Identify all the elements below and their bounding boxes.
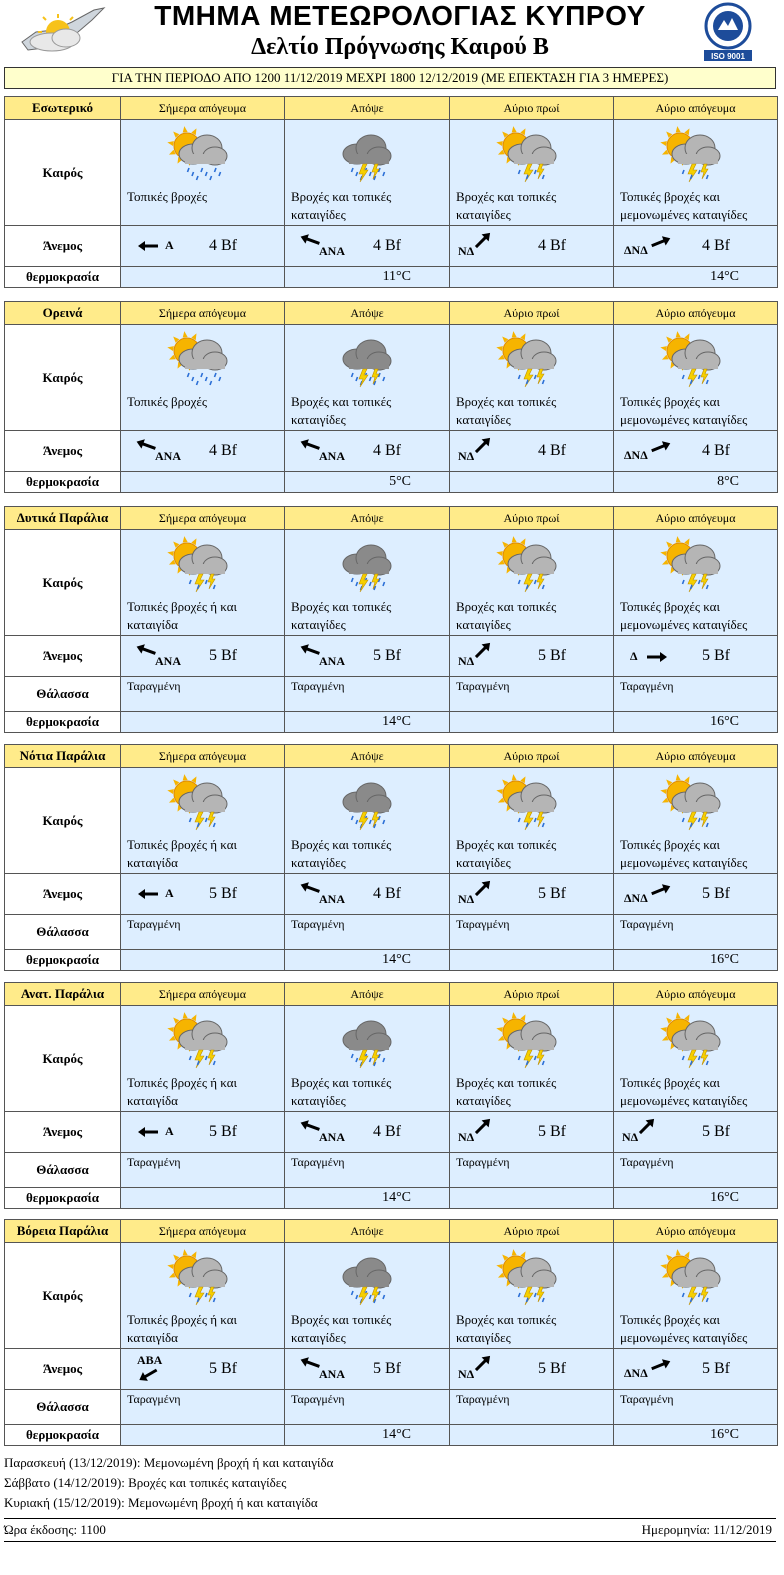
sea-cell (121, 677, 285, 712)
forecast-table (4, 96, 778, 288)
wind-cell (614, 1112, 778, 1153)
column-header: Αύριο πρωί (450, 745, 614, 768)
wind-force: 5 Bf (702, 1123, 730, 1140)
wind-force: 4 Bf (702, 237, 730, 254)
column-header: Σήμερα απόγευμα (121, 983, 285, 1006)
wind-row-label: Άνεμος (5, 431, 121, 472)
column-header: Αύριο απόγευμα (614, 1220, 778, 1243)
wind-direction: ΑΝΑ (155, 654, 181, 668)
temperature-row-label: θερμοκρασία (5, 472, 121, 493)
sun-cloud-thunder-icon (494, 534, 560, 596)
sea-state: Ταραγμένη (127, 1155, 181, 1169)
wind-force: 5 Bf (209, 1360, 237, 1377)
forecast-period: ΓΙΑ ΤΗΝ ΠΕΡΙΟΔΟ ΑΠΟ 1200 11/12/2019 ΜΕΧΡΙ 1800 12/12/2019 (ΜΕ ΕΠΕΚΤΑΣΗ ΓΙΑ 3 ΗΜΕΡΕΣ) (4, 67, 776, 89)
weather-cell (121, 325, 285, 431)
weather-cell (450, 1006, 614, 1112)
sun-cloud-rain-icon (165, 124, 231, 186)
weather-cell (285, 530, 450, 636)
column-header: Αύριο πρωί (450, 97, 614, 120)
column-header: Αύριο πρωί (450, 983, 614, 1006)
temperature-value: 14°C (614, 267, 778, 288)
weather-cell (285, 768, 450, 874)
wind-force: 4 Bf (702, 442, 730, 459)
wind-direction: Α (165, 1124, 174, 1138)
wind-force: 5 Bf (373, 647, 401, 664)
sun-cloud-thunder-icon (658, 534, 724, 596)
sea-state: Ταραγμένη (456, 917, 510, 931)
weather-description: Βροχές και τοπικές καταιγίδες (291, 189, 392, 222)
weather-description: Τοπικές βροχές (127, 189, 207, 204)
cyprus-weather-logo-icon (14, 2, 110, 60)
weather-cell (614, 768, 778, 874)
column-header: Αύριο πρωί (450, 302, 614, 325)
forecast-table (4, 1219, 778, 1446)
sun-cloud-thunder-icon (165, 534, 231, 596)
wind-direction: ΔΝΔ (624, 448, 648, 462)
wind-force: 4 Bf (373, 237, 401, 254)
weather-cell (285, 1243, 450, 1349)
temperature-cell-empty (450, 1425, 614, 1446)
weather-description: Βροχές και τοπικές καταιγίδες (456, 1075, 557, 1108)
page-title: ΤΜΗΜΑ ΜΕΤΕΩΡΟΛΟΓΙΑΣ ΚΥΠΡΟΥ (154, 0, 646, 31)
region-name: Ορεινά (5, 302, 121, 325)
column-header: Απόψε (285, 507, 450, 530)
temperature-cell-empty (450, 267, 614, 288)
wind-force: 5 Bf (209, 647, 237, 664)
weather-description: Τοπικές βροχές ή και καταιγίδα (127, 837, 238, 870)
sea-cell (121, 1390, 285, 1425)
column-header: Σήμερα απόγευμα (121, 745, 285, 768)
column-header: Αύριο απόγευμα (614, 97, 778, 120)
wind-direction: Δ (630, 649, 638, 663)
weather-description: Τοπικές βροχές και μεμονωμένες καταιγίδες (620, 394, 748, 427)
wind-cell (285, 431, 450, 472)
temperature-row-label: θερμοκρασία (5, 1188, 121, 1209)
outlook-day: Παρασκευή (13/12/2019): Μεμονωμένη βροχή ή και καταιγίδα (4, 1455, 334, 1470)
temperature-value: 14°C (285, 950, 450, 971)
wind-direction: ΔΝΔ (624, 243, 648, 257)
region-name: Δυτικά Παράλια (5, 507, 121, 530)
weather-cell (450, 120, 614, 226)
sea-state: Ταραγμένη (291, 917, 345, 931)
sun-cloud-thunder-icon (658, 1010, 724, 1072)
region-section (4, 96, 777, 288)
wind-cell (450, 226, 614, 267)
temperature-value: 14°C (285, 712, 450, 733)
sea-cell (285, 1153, 450, 1188)
wind-row-label: Άνεμος (5, 1349, 121, 1390)
temperature-value: 16°C (614, 950, 778, 971)
wind-force: 5 Bf (538, 885, 566, 902)
sea-cell (121, 915, 285, 950)
outlook-day: Σάββατο (14/12/2019): Βροχές και τοπικές καταιγίδες (4, 1475, 287, 1490)
sea-row-label: Θάλασσα (5, 1153, 121, 1188)
weather-description: Τοπικές βροχές και μεμονωμένες καταιγίδες (620, 189, 748, 222)
sea-cell (614, 1390, 778, 1425)
issue-date: Ημερομηνία: 11/12/2019 (641, 1522, 772, 1537)
sea-state: Ταραγμένη (456, 1392, 510, 1406)
wind-force: 5 Bf (209, 1123, 237, 1140)
wind-direction: ΑΝΑ (319, 449, 345, 463)
wind-direction: ΑΒΑ (137, 1353, 163, 1367)
column-header: Αύριο απόγευμα (614, 507, 778, 530)
weather-description: Τοπικές βροχές ή και καταιγίδα (127, 1312, 238, 1345)
wind-arrow-icon (135, 1122, 161, 1142)
wind-cell (450, 874, 614, 915)
wind-row-label: Άνεμος (5, 874, 121, 915)
weather-row-label: Καιρός (5, 1006, 121, 1112)
temperature-row-label: θερμοκρασία (5, 950, 121, 971)
sea-cell (614, 677, 778, 712)
column-header: Σήμερα απόγευμα (121, 1220, 285, 1243)
column-header: Απόψε (285, 1220, 450, 1243)
wind-row-label: Άνεμος (5, 636, 121, 677)
wind-force: 5 Bf (538, 1360, 566, 1377)
temperature-value: 8°C (614, 472, 778, 493)
wind-cell (450, 1112, 614, 1153)
wind-cell (450, 431, 614, 472)
sun-cloud-thunder-icon (494, 1010, 560, 1072)
wind-cell (285, 874, 450, 915)
column-header: Αύριο απόγευμα (614, 983, 778, 1006)
wind-direction: ΑΝΑ (155, 449, 181, 463)
page-header (0, 0, 784, 64)
temperature-cell-empty (121, 712, 285, 733)
cloud-thunder-rain-icon (329, 534, 395, 596)
column-header: Απόψε (285, 97, 450, 120)
sun-cloud-thunder-icon (658, 124, 724, 186)
wind-cell (614, 431, 778, 472)
weather-cell (121, 768, 285, 874)
column-header: Απόψε (285, 745, 450, 768)
sea-state: Ταραγμένη (620, 917, 674, 931)
sun-cloud-thunder-icon (165, 772, 231, 834)
weather-description: Βροχές και τοπικές καταιγίδες (291, 394, 392, 427)
temperature-value: 14°C (285, 1188, 450, 1209)
sea-cell (450, 1390, 614, 1425)
weather-description: Βροχές και τοπικές καταιγίδες (456, 1312, 557, 1345)
column-header: Σήμερα απόγευμα (121, 507, 285, 530)
region-name: Ανατ. Παράλια (5, 983, 121, 1006)
column-header: Σήμερα απόγευμα (121, 302, 285, 325)
sea-cell (285, 915, 450, 950)
wind-direction: Α (165, 238, 174, 252)
sea-cell (614, 1153, 778, 1188)
weather-cell (450, 768, 614, 874)
sun-cloud-thunder-icon (165, 1010, 231, 1072)
wind-force: 5 Bf (538, 1123, 566, 1140)
temperature-cell-empty (121, 472, 285, 493)
wind-cell (285, 1349, 450, 1390)
sea-cell (450, 1153, 614, 1188)
wind-cell (614, 636, 778, 677)
weather-cell (614, 325, 778, 431)
extended-outlook (4, 1453, 776, 1513)
iso-certification-logo-icon (698, 2, 758, 62)
wind-force: 4 Bf (209, 442, 237, 459)
sun-cloud-thunder-icon (658, 1247, 724, 1309)
iso-label: ISO 9001 (711, 52, 745, 61)
sea-state: Ταραγμένη (620, 1392, 674, 1406)
temperature-value: 16°C (614, 712, 778, 733)
weather-description: Βροχές και τοπικές καταιγίδες (291, 599, 392, 632)
cloud-thunder-rain-icon (329, 1010, 395, 1072)
weather-cell (121, 120, 285, 226)
wind-cell (121, 874, 285, 915)
wind-cell (285, 1112, 450, 1153)
wind-direction: ΑΝΑ (319, 244, 345, 258)
cloud-thunder-rain-icon (329, 124, 395, 186)
sea-cell (450, 915, 614, 950)
wind-cell (121, 226, 285, 267)
sun-cloud-thunder-icon (165, 1247, 231, 1309)
cloud-thunder-rain-icon (329, 772, 395, 834)
weather-cell (450, 325, 614, 431)
temperature-value: 11°C (285, 267, 450, 288)
sea-state: Ταραγμένη (620, 1155, 674, 1169)
temperature-cell-empty (450, 1188, 614, 1209)
cloud-thunder-rain-icon (329, 1247, 395, 1309)
wind-arrow-icon (648, 437, 674, 457)
wind-direction: ΝΔ (622, 1130, 639, 1144)
temperature-cell-empty (450, 950, 614, 971)
weather-cell (285, 120, 450, 226)
wind-direction: ΝΔ (458, 1130, 475, 1144)
sea-row-label: Θάλασσα (5, 1390, 121, 1425)
wind-force: 4 Bf (373, 1123, 401, 1140)
weather-description: Τοπικές βροχές και μεμονωμένες καταιγίδες (620, 599, 748, 632)
temperature-row-label: θερμοκρασία (5, 1425, 121, 1446)
wind-cell (614, 226, 778, 267)
sea-state: Ταραγμένη (291, 1392, 345, 1406)
column-header: Αύριο πρωί (450, 1220, 614, 1243)
forecast-table (4, 301, 778, 493)
weather-description: Τοπικές βροχές και μεμονωμένες καταιγίδες (620, 1075, 748, 1108)
wind-arrow-icon (135, 236, 161, 256)
weather-cell (285, 325, 450, 431)
wind-direction: ΑΝΑ (319, 1367, 345, 1381)
sun-cloud-thunder-icon (494, 772, 560, 834)
sun-cloud-thunder-icon (494, 124, 560, 186)
wind-row-label: Άνεμος (5, 226, 121, 267)
forecast-table (4, 744, 778, 971)
weather-cell (614, 120, 778, 226)
region-section (4, 744, 777, 971)
wind-direction: ΝΔ (458, 244, 475, 258)
weather-description: Βροχές και τοπικές καταιγίδες (456, 394, 557, 427)
temperature-value: 16°C (614, 1188, 778, 1209)
temperature-row-label: θερμοκρασία (5, 267, 121, 288)
temperature-cell-empty (121, 267, 285, 288)
weather-cell (614, 1243, 778, 1349)
sea-state: Ταραγμένη (620, 679, 674, 693)
temperature-value: 14°C (285, 1425, 450, 1446)
region-name: Νότια Παράλια (5, 745, 121, 768)
wind-force: 4 Bf (373, 885, 401, 902)
wind-cell (614, 1349, 778, 1390)
region-section (4, 982, 777, 1209)
weather-description: Βροχές και τοπικές καταιγίδες (456, 599, 557, 632)
wind-cell (450, 1349, 614, 1390)
wind-direction: ΔΝΔ (624, 891, 648, 905)
wind-direction: Α (165, 886, 174, 900)
wind-direction: ΝΔ (458, 892, 475, 906)
region-name: Εσωτερικό (5, 97, 121, 120)
weather-description: Τοπικές βροχές και μεμονωμένες καταιγίδες (620, 837, 748, 870)
column-header: Απόψε (285, 983, 450, 1006)
wind-force: 4 Bf (209, 237, 237, 254)
sea-row-label: Θάλασσα (5, 915, 121, 950)
column-header: Αύριο πρωί (450, 507, 614, 530)
sea-state: Ταραγμένη (291, 679, 345, 693)
wind-direction: ΝΔ (458, 449, 475, 463)
wind-cell (121, 431, 285, 472)
weather-row-label: Καιρός (5, 768, 121, 874)
weather-description: Βροχές και τοπικές καταιγίδες (456, 837, 557, 870)
sea-row-label: Θάλασσα (5, 677, 121, 712)
issue-time: Ώρα έκδοσης: 1100 (4, 1522, 106, 1537)
column-header: Σήμερα απόγευμα (121, 97, 285, 120)
wind-force: 5 Bf (702, 1360, 730, 1377)
wind-cell (121, 1349, 285, 1390)
wind-arrow-icon (648, 232, 674, 252)
wind-direction: ΑΝΑ (319, 654, 345, 668)
sun-cloud-thunder-icon (658, 329, 724, 391)
wind-direction: ΑΝΑ (319, 1130, 345, 1144)
wind-direction: ΑΝΑ (319, 892, 345, 906)
wind-cell (285, 636, 450, 677)
weather-description: Τοπικές βροχές ή και καταιγίδα (127, 1075, 238, 1108)
weather-description: Τοπικές βροχές (127, 394, 207, 409)
weather-cell (121, 1243, 285, 1349)
cloud-thunder-rain-icon (329, 329, 395, 391)
sea-state: Ταραγμένη (127, 679, 181, 693)
weather-cell (614, 1006, 778, 1112)
wind-direction: ΝΔ (458, 1367, 475, 1381)
page-subtitle: Δελτίο Πρόγνωσης Καιρού Β (251, 34, 549, 60)
sea-state: Ταραγμένη (456, 679, 510, 693)
temperature-row-label: θερμοκρασία (5, 712, 121, 733)
wind-cell (450, 636, 614, 677)
region-section (4, 1219, 777, 1446)
weather-cell (450, 1243, 614, 1349)
weather-description: Τοπικές βροχές ή και καταιγίδα (127, 599, 238, 632)
wind-force: 5 Bf (702, 885, 730, 902)
wind-arrow-icon (648, 880, 674, 900)
column-header: Αύριο απόγευμα (614, 302, 778, 325)
wind-cell (614, 874, 778, 915)
column-header: Απόψε (285, 302, 450, 325)
sun-cloud-thunder-icon (658, 772, 724, 834)
sea-cell (285, 677, 450, 712)
weather-row-label: Καιρός (5, 1243, 121, 1349)
wind-force: 4 Bf (373, 442, 401, 459)
sun-cloud-thunder-icon (494, 1247, 560, 1309)
sea-state: Ταραγμένη (127, 917, 181, 931)
weather-description: Βροχές και τοπικές καταιγίδες (291, 837, 392, 870)
weather-description: Τοπικές βροχές και μεμονωμένες καταιγίδες (620, 1312, 748, 1345)
wind-direction: ΔΝΔ (624, 1366, 648, 1380)
temperature-cell-empty (121, 1425, 285, 1446)
sun-cloud-rain-icon (165, 329, 231, 391)
wind-cell (121, 636, 285, 677)
sea-cell (614, 915, 778, 950)
wind-force: 5 Bf (209, 885, 237, 902)
sea-state: Ταραγμένη (291, 1155, 345, 1169)
weather-cell (285, 1006, 450, 1112)
weather-cell (450, 530, 614, 636)
wind-cell (121, 1112, 285, 1153)
wind-arrow-icon (648, 1355, 674, 1375)
forecast-table (4, 506, 778, 733)
weather-row-label: Καιρός (5, 530, 121, 636)
wind-arrow-icon (135, 1365, 161, 1385)
weather-cell (121, 530, 285, 636)
weather-row-label: Καιρός (5, 325, 121, 431)
outlook-day: Κυριακή (15/12/2019): Μεμονωμένη βροχή ή και καταιγίδα (4, 1495, 318, 1510)
wind-row-label: Άνεμος (5, 1112, 121, 1153)
weather-cell (121, 1006, 285, 1112)
temperature-value: 5°C (285, 472, 450, 493)
sea-cell (121, 1153, 285, 1188)
region-section (4, 301, 777, 493)
issue-info (4, 1518, 776, 1542)
column-header: Αύριο απόγευμα (614, 745, 778, 768)
sea-cell (450, 677, 614, 712)
wind-direction: ΝΔ (458, 654, 475, 668)
wind-force: 4 Bf (538, 442, 566, 459)
wind-force: 5 Bf (373, 1360, 401, 1377)
wind-force: 4 Bf (538, 237, 566, 254)
region-name: Βόρεια Παράλια (5, 1220, 121, 1243)
sea-state: Ταραγμένη (456, 1155, 510, 1169)
region-section (4, 506, 777, 733)
temperature-cell-empty (450, 712, 614, 733)
temperature-cell-empty (121, 1188, 285, 1209)
wind-force: 5 Bf (538, 647, 566, 664)
temperature-cell-empty (121, 950, 285, 971)
wind-arrow-icon (644, 647, 670, 667)
temperature-cell-empty (450, 472, 614, 493)
sea-cell (285, 1390, 450, 1425)
weather-row-label: Καιρός (5, 120, 121, 226)
temperature-value: 16°C (614, 1425, 778, 1446)
wind-cell (285, 226, 450, 267)
forecast-table (4, 982, 778, 1209)
weather-description: Βροχές και τοπικές καταιγίδες (456, 189, 557, 222)
wind-force: 5 Bf (702, 647, 730, 664)
wind-arrow-icon (135, 884, 161, 904)
sea-state: Ταραγμένη (127, 1392, 181, 1406)
sun-cloud-thunder-icon (494, 329, 560, 391)
weather-description: Βροχές και τοπικές καταιγίδες (291, 1075, 392, 1108)
weather-description: Βροχές και τοπικές καταιγίδες (291, 1312, 392, 1345)
weather-cell (614, 530, 778, 636)
